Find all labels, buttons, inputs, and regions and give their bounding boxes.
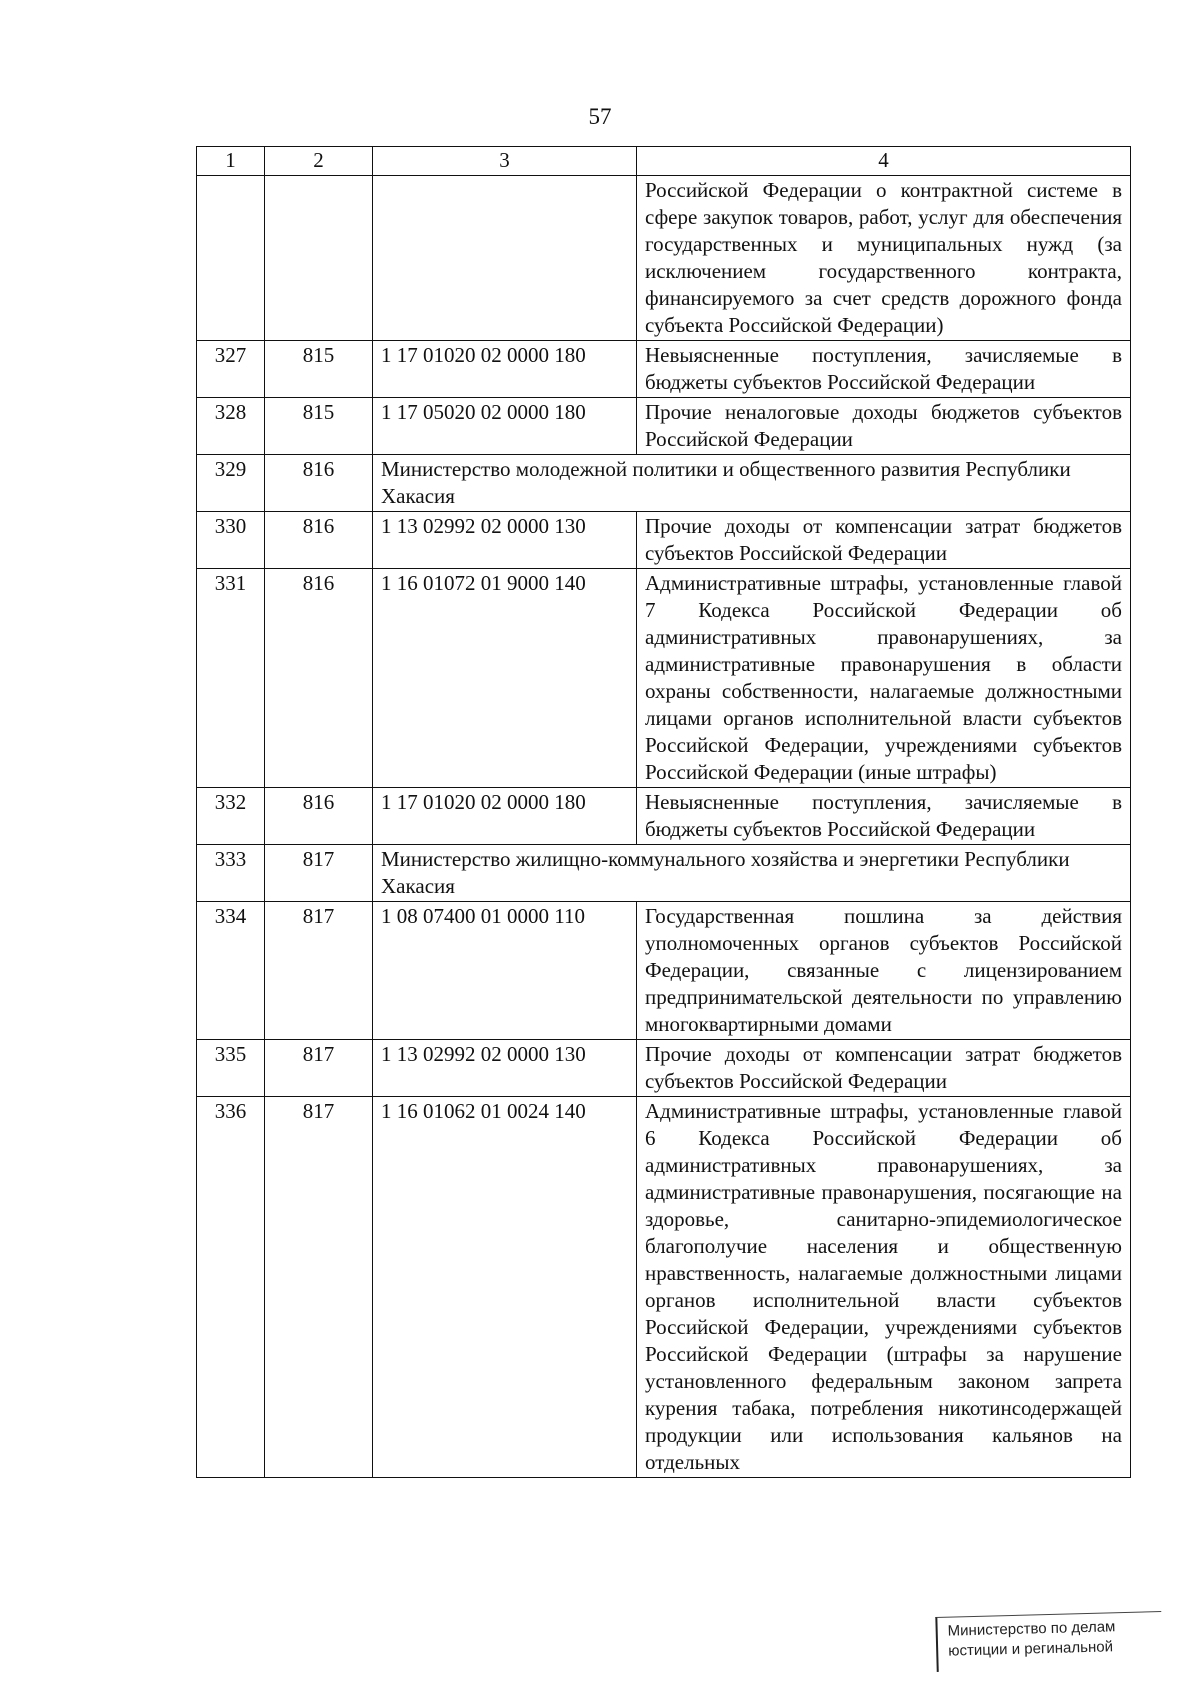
row-number-cell: 327 — [197, 341, 265, 398]
revenue-description-cell: Российской Федерации о контрактной системе в сфере закупок товаров, работ, услуг для обеспечения государственных и муниципальных нужд (за исключением государственного контракта, финансируемого за счет средств дорожного фонда субъекта Российской Федерации) — [637, 176, 1131, 341]
revenue-code-cell: 1 17 01020 02 0000 180 — [373, 341, 637, 398]
revenue-description-cell: Прочие неналоговые доходы бюджетов субъектов Российской Федерации — [637, 398, 1131, 455]
table-row — [197, 176, 1131, 341]
row-number-cell: 331 — [197, 569, 265, 788]
column-header-4: 4 — [637, 147, 1131, 176]
table-row — [197, 455, 1131, 512]
revenue-code-cell: 1 16 01062 01 0024 140 — [373, 1097, 637, 1478]
revenue-code-cell: 1 08 07400 01 0000 110 — [373, 902, 637, 1040]
row-number-cell: 328 — [197, 398, 265, 455]
revenue-code-cell: 1 17 05020 02 0000 180 — [373, 398, 637, 455]
row-number-cell: 333 — [197, 845, 265, 902]
row-number-cell — [197, 176, 265, 341]
admin-code-cell: 816 — [265, 512, 373, 569]
revenue-code-cell: 1 13 02992 02 0000 130 — [373, 1040, 637, 1097]
row-number-cell: 334 — [197, 902, 265, 1040]
row-number-cell: 329 — [197, 455, 265, 512]
revenue-description-cell: Административные штрафы, установленные главой 7 Кодекса Российской Федерации об административных правонарушениях, за административные правонарушения в области охраны собственности, налагаемые должностными лицами органов исполнительной власти субъектов Российской Федерации, учреждениями субъектов Российской Федерации (иные штрафы) — [637, 569, 1131, 788]
table-row — [197, 1097, 1131, 1478]
admin-code-cell: 817 — [265, 902, 373, 1040]
table-row — [197, 512, 1131, 569]
revenue-description-cell: Административные штрафы, установленные главой 6 Кодекса Российской Федерации об административных правонарушениях, за административные правонарушения, посягающие на здоровье, санитарно-эпидемиологическое благополучие населения и общественную нравственность, налагаемые должностными лицами органов исполнительной власти субъектов Российской Федерации, учреждениями субъектов Российской Федерации (штрафы за нарушение установленного федеральным законом запрета курения табака, потребления никотинсодержащей продукции или использования кальянов на отдельных — [637, 1097, 1131, 1478]
column-header-1: 1 — [197, 147, 265, 176]
admin-code-cell: 816 — [265, 455, 373, 512]
table-row — [197, 341, 1131, 398]
ministry-stamp — [935, 1611, 1162, 1672]
revenue-code-cell: 1 16 01072 01 9000 140 — [373, 569, 637, 788]
table-body — [197, 176, 1131, 1478]
admin-code-cell: 816 — [265, 569, 373, 788]
revenue-code-cell: 1 17 01020 02 0000 180 — [373, 788, 637, 845]
column-header-2: 2 — [265, 147, 373, 176]
row-number-cell: 336 — [197, 1097, 265, 1478]
revenue-description-cell: Государственная пошлина за действия уполномоченных органов субъектов Российской Федерации, связанные с лицензированием предпринимательской деятельности по управлению многоквартирными домами — [637, 902, 1131, 1040]
revenue-description-cell: Прочие доходы от компенсации затрат бюджетов субъектов Российской Федерации — [637, 512, 1131, 569]
revenue-code-cell: 1 13 02992 02 0000 130 — [373, 512, 637, 569]
page-number: 57 — [588, 104, 612, 129]
admin-code-cell: 817 — [265, 845, 373, 902]
table-row — [197, 788, 1131, 845]
revenue-description-cell: Прочие доходы от компенсации затрат бюджетов субъектов Российской Федерации — [637, 1040, 1131, 1097]
revenue-description-cell: Невыясненные поступления, зачисляемые в бюджеты субъектов Российской Федерации — [637, 788, 1131, 845]
row-number-cell: 335 — [197, 1040, 265, 1097]
admin-code-cell: 817 — [265, 1040, 373, 1097]
administrator-name-cell: Министерство жилищно-коммунального хозяйства и энергетики Республики Хакасия — [373, 845, 1131, 902]
table-row — [197, 569, 1131, 788]
administrator-name-cell: Министерство молодежной политики и общественного развития Республики Хакасия — [373, 455, 1131, 512]
row-number-cell: 330 — [197, 512, 265, 569]
table-row — [197, 398, 1131, 455]
revenue-codes-table — [196, 146, 1131, 1478]
admin-code-cell: 815 — [265, 341, 373, 398]
stamp-line-1: Министерство по делам — [947, 1618, 1116, 1640]
admin-code-cell: 816 — [265, 788, 373, 845]
stamp-line-2: юстиции и регинальной — [947, 1638, 1114, 1660]
row-number-cell: 332 — [197, 788, 265, 845]
revenue-description-cell: Невыясненные поступления, зачисляемые в бюджеты субъектов Российской Федерации — [637, 341, 1131, 398]
admin-code-cell: 815 — [265, 398, 373, 455]
table-header-row — [197, 147, 1131, 176]
table-row — [197, 1040, 1131, 1097]
table-row — [197, 902, 1131, 1040]
admin-code-cell — [265, 176, 373, 341]
admin-code-cell: 817 — [265, 1097, 373, 1478]
table-row — [197, 845, 1131, 902]
revenue-code-cell — [373, 176, 637, 341]
column-header-3: 3 — [373, 147, 637, 176]
